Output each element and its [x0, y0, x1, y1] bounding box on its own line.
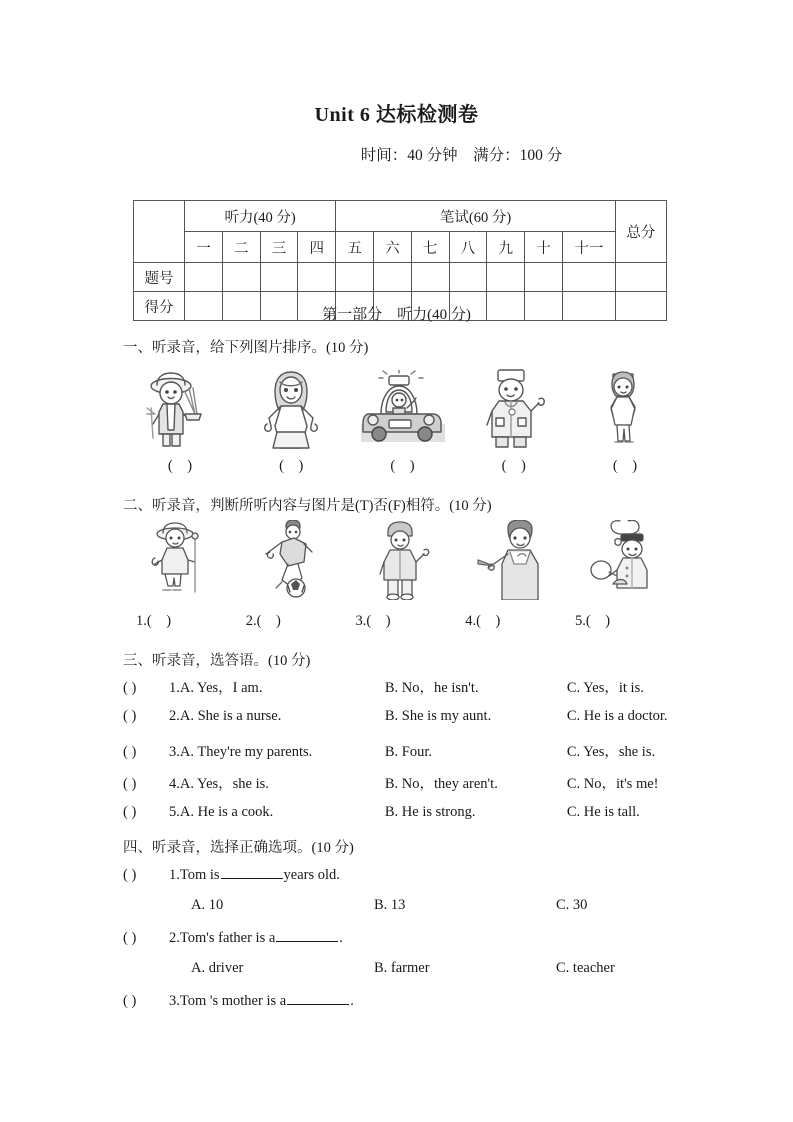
s3-question-3	[123, 740, 693, 761]
option-c[interactable]: C. No，it's me!	[566, 776, 659, 792]
answer-bracket[interactable]: ( )	[123, 708, 137, 724]
answer-bracket[interactable]: ( )	[123, 993, 137, 1009]
option-a[interactable]: A. Yes，I am.	[179, 680, 263, 696]
option-a[interactable]: A. She is a nurse.	[179, 708, 282, 724]
answer-bracket[interactable]: ( )	[123, 804, 137, 820]
score-table-item: 七	[411, 232, 449, 263]
answer-bracket[interactable]: 1.( )	[136, 613, 172, 629]
score-cell[interactable]	[525, 263, 563, 292]
score-table-item: 二	[222, 232, 260, 263]
answer-bracket[interactable]: 5.( )	[575, 613, 611, 629]
score-table-total-label: 总分	[615, 201, 666, 263]
section-1-answer-row	[130, 458, 675, 475]
question-number: 2.	[169, 708, 180, 724]
option-b[interactable]: B. He is strong.	[384, 804, 476, 820]
section-2-answer-row	[130, 613, 675, 630]
score-table-group-listening: 听力(40 分)	[185, 201, 336, 232]
score-table-row-label-number: 题号	[134, 263, 185, 292]
score-cell-total[interactable]	[615, 263, 666, 292]
picture-doctor-waving	[464, 362, 564, 450]
picture-teacher-pointing	[464, 518, 564, 600]
part-one-heading: 第一部分 听力(40 分)	[322, 307, 471, 323]
answer-bracket[interactable]: 3.( )	[355, 613, 391, 629]
picture-soccer-player	[241, 518, 341, 600]
answer-bracket[interactable]: ( )	[123, 680, 137, 696]
picture-police-car-driver	[353, 362, 453, 450]
option-a[interactable]: A. driver	[191, 960, 244, 976]
answer-bracket[interactable]: ( )	[167, 458, 193, 474]
question-number: 1.	[169, 680, 180, 696]
score-cell[interactable]	[411, 263, 449, 292]
s4-question-1	[123, 866, 693, 884]
score-table-item: 十一	[562, 232, 615, 263]
option-b[interactable]: B. Four.	[384, 744, 433, 760]
question-stem-before: Tom is	[179, 867, 220, 883]
option-a[interactable]: A. He is a cook.	[179, 804, 274, 820]
section-3-heading: 三、听录音，选答语。(10 分)	[123, 653, 311, 669]
score-table-corner	[134, 201, 185, 263]
option-c[interactable]: C. He is a doctor.	[566, 708, 668, 724]
section-1-picture-row	[130, 362, 675, 450]
option-a[interactable]: A. 10	[191, 897, 224, 913]
question-number: 1.	[169, 867, 180, 883]
picture-chef-with-pan	[575, 518, 675, 600]
score-cell[interactable]	[562, 263, 615, 292]
score-table-row-label-score: 得分	[134, 292, 185, 321]
question-stem-before: Tom's father is a	[179, 930, 276, 946]
fill-blank[interactable]	[221, 866, 283, 879]
answer-bracket[interactable]: ( )	[390, 458, 415, 474]
question-number: 2.	[169, 930, 180, 946]
score-table-item: 一	[185, 232, 223, 263]
question-stem-after: years old.	[283, 867, 340, 883]
question-number: 3.	[169, 744, 180, 760]
option-c[interactable]: C. Yes，it is.	[566, 680, 644, 696]
score-cell[interactable]	[373, 263, 411, 292]
score-cell[interactable]	[336, 263, 374, 292]
section-4-heading: 四、听录音，选择正确选项。(10 分)	[123, 840, 354, 856]
score-cell[interactable]	[222, 263, 260, 292]
question-number: 5.	[169, 804, 180, 820]
section-2-picture-row	[130, 518, 675, 600]
s4-question-2	[123, 929, 693, 947]
option-a[interactable]: A. They're my parents.	[179, 744, 313, 760]
answer-bracket[interactable]: ( )	[279, 458, 304, 474]
table-row	[134, 201, 667, 232]
option-a[interactable]: A. Yes，she is.	[179, 776, 269, 792]
exam-meta: 时间：40 分钟 满分：100 分	[360, 147, 563, 164]
s4-question-2-options	[123, 960, 693, 977]
question-stem-after: .	[350, 993, 354, 1009]
picture-person-in-coat-waving	[353, 518, 453, 600]
score-cell[interactable]	[185, 263, 223, 292]
question-number: 3.	[169, 993, 180, 1009]
answer-bracket[interactable]: ( )	[501, 458, 526, 474]
section-1-heading: 一、听录音，给下列图片排序。(10 分)	[123, 340, 369, 356]
question-stem-after: .	[339, 930, 343, 946]
question-number: 4.	[169, 776, 180, 792]
option-b[interactable]: B. No，he isn't.	[384, 680, 479, 696]
s3-question-1	[123, 676, 693, 697]
answer-bracket[interactable]: 2.( )	[245, 613, 281, 629]
section-2-heading: 二、听录音，判断所听内容与图片是(T)否(F)相符。(10 分)	[123, 498, 492, 514]
score-table-item: 五	[336, 232, 374, 263]
table-row	[134, 263, 667, 292]
score-table-group-written: 笔试(60 分)	[336, 201, 616, 232]
picture-woman-gesturing	[241, 362, 341, 450]
score-cell[interactable]	[487, 263, 525, 292]
s4-question-1-options	[123, 897, 693, 914]
fill-blank[interactable]	[287, 992, 349, 1005]
answer-bracket[interactable]: ( )	[123, 744, 137, 760]
option-c[interactable]: C. He is tall.	[566, 804, 640, 820]
score-table-item: 九	[487, 232, 525, 263]
option-c[interactable]: C. Yes，she is.	[566, 744, 656, 760]
score-cell[interactable]	[449, 263, 487, 292]
score-table-item: 十	[525, 232, 563, 263]
answer-bracket[interactable]: ( )	[123, 867, 137, 883]
page-title: Unit 6 达标检测卷	[314, 104, 479, 126]
option-c[interactable]: C. 30	[556, 897, 588, 913]
option-b[interactable]: B. No，they aren't.	[384, 776, 498, 792]
option-b[interactable]: B. farmer	[374, 960, 430, 976]
answer-bracket[interactable]: ( )	[123, 776, 137, 792]
option-c[interactable]: C. teacher	[556, 960, 615, 976]
question-stem-before: Tom 's mother is a	[179, 993, 287, 1009]
s3-question-4	[123, 772, 693, 793]
picture-farmer-with-wheat	[130, 362, 230, 450]
score-table-item: 八	[449, 232, 487, 263]
fill-blank[interactable]	[276, 929, 338, 942]
picture-nurse-standing	[575, 362, 675, 450]
s4-question-3	[123, 992, 693, 1010]
answer-bracket[interactable]: ( )	[123, 930, 137, 946]
table-row	[134, 232, 667, 263]
picture-hiker-thumbs-up	[130, 518, 230, 600]
answer-bracket[interactable]: ( )	[612, 458, 638, 474]
score-cell[interactable]	[260, 263, 298, 292]
s3-question-2	[123, 708, 693, 725]
s3-question-5	[123, 804, 693, 821]
score-table-item: 六	[373, 232, 411, 263]
option-b[interactable]: B. 13	[374, 897, 406, 913]
option-b[interactable]: B. She is my aunt.	[384, 708, 492, 724]
score-table-item: 三	[260, 232, 298, 263]
score-cell[interactable]	[298, 263, 336, 292]
answer-bracket[interactable]: 4.( )	[465, 613, 501, 629]
score-table-item: 四	[298, 232, 336, 263]
